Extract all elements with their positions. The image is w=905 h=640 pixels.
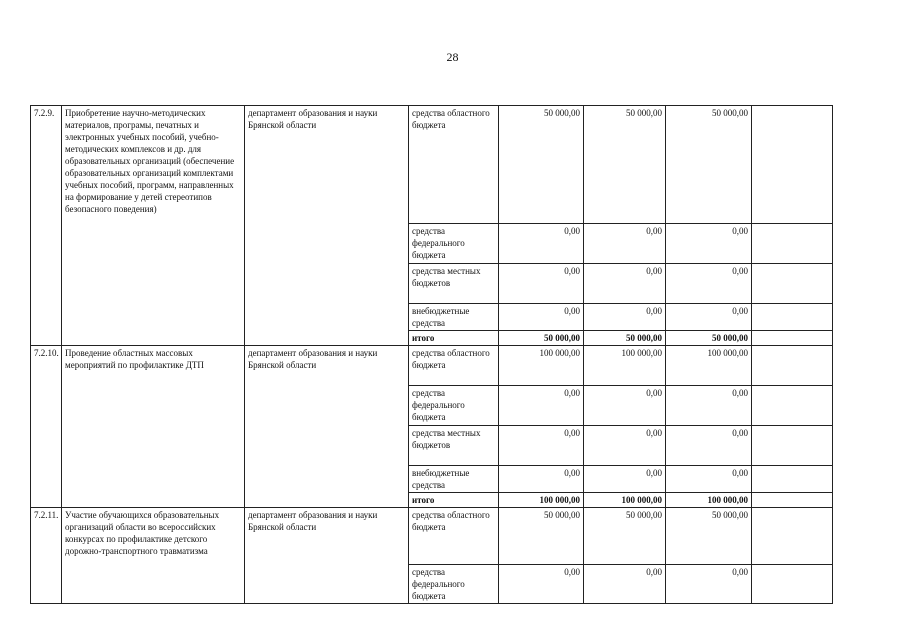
amount-year-1: 100 000,00 xyxy=(499,346,584,386)
funding-source: средства местных бюджетов xyxy=(409,426,499,466)
amount-year-1: 0,00 xyxy=(499,224,584,264)
item-code: 7.2.10. xyxy=(31,346,62,508)
amount-year-1: 0,00 xyxy=(499,386,584,426)
amount-year-3: 0,00 xyxy=(666,426,752,466)
item-code: 7.2.9. xyxy=(31,106,62,346)
empty-cell xyxy=(752,264,833,304)
amount-year-2: 0,00 xyxy=(584,224,666,264)
item-executor: департамент образования и науки Брянской области xyxy=(245,346,409,508)
amount-year-1: 50 000,00 xyxy=(499,508,584,565)
amount-year-3: 50 000,00 xyxy=(666,106,752,224)
empty-cell xyxy=(752,331,833,346)
amount-year-2: 0,00 xyxy=(584,386,666,426)
amount-year-1: 0,00 xyxy=(499,304,584,331)
amount-year-3: 0,00 xyxy=(666,224,752,264)
amount-year-3: 0,00 xyxy=(666,466,752,493)
funding-source: средства местных бюджетов xyxy=(409,264,499,304)
amount-year-1: 0,00 xyxy=(499,565,584,604)
amount-year-3: 100 000,00 xyxy=(666,346,752,386)
amount-year-3: 100 000,00 xyxy=(666,493,752,508)
funding-source: средства областного бюджета xyxy=(409,346,499,386)
funding-source: внебюджетные средства xyxy=(409,304,499,331)
item-executor: департамент образования и науки Брянской области xyxy=(245,106,409,346)
amount-year-2: 50 000,00 xyxy=(584,508,666,565)
amount-year-3: 0,00 xyxy=(666,386,752,426)
amount-year-1: 0,00 xyxy=(499,264,584,304)
amount-year-3: 0,00 xyxy=(666,304,752,331)
amount-year-1: 0,00 xyxy=(499,426,584,466)
amount-year-3: 0,00 xyxy=(666,264,752,304)
funding-row xyxy=(31,106,833,224)
amount-year-2: 0,00 xyxy=(584,304,666,331)
page-number: 28 xyxy=(446,50,459,64)
funding-source: средства областного бюджета xyxy=(409,508,499,565)
funding-source: средства федерального бюджета xyxy=(409,224,499,264)
item-title: Проведение областных массовых мероприятий по профилактике ДТП xyxy=(62,346,245,508)
funding-row xyxy=(31,346,833,386)
amount-year-1: 100 000,00 xyxy=(499,493,584,508)
amount-year-2: 100 000,00 xyxy=(584,346,666,386)
empty-cell xyxy=(752,493,833,508)
funding-source: средства областного бюджета xyxy=(409,106,499,224)
amount-year-2: 50 000,00 xyxy=(584,331,666,346)
empty-cell xyxy=(752,386,833,426)
funding-source: итого xyxy=(409,331,499,346)
empty-cell xyxy=(752,565,833,604)
amount-year-3: 50 000,00 xyxy=(666,331,752,346)
empty-cell xyxy=(752,106,833,224)
item-code: 7.2.11. xyxy=(31,508,62,604)
funding-source: средства федерального бюджета xyxy=(409,565,499,604)
amount-year-2: 100 000,00 xyxy=(584,493,666,508)
amount-year-2: 0,00 xyxy=(584,565,666,604)
amount-year-1: 50 000,00 xyxy=(499,106,584,224)
empty-cell xyxy=(752,304,833,331)
amount-year-2: 0,00 xyxy=(584,264,666,304)
item-title: Участие обучающихся образовательных организаций области во всероссийских конкурсах по профилактике детского дорожно-транспортного травматизма xyxy=(62,508,245,604)
item-title: Приобретение научно-методических материалов, програмы, печатных и электронных учебных пособий, учебно-методических комплексов и др. для образовательных организаций (обеспечение образовательных организаций комплектами учебных пособий, программ, направленных на формирование у детей стереотипов безопасного поведения) xyxy=(62,106,245,346)
funding-row xyxy=(31,508,833,565)
funding-source: средства федерального бюджета xyxy=(409,386,499,426)
funding-source: итого xyxy=(409,493,499,508)
amount-year-2: 0,00 xyxy=(584,466,666,493)
funding-table xyxy=(30,105,833,604)
amount-year-3: 50 000,00 xyxy=(666,508,752,565)
amount-year-2: 50 000,00 xyxy=(584,106,666,224)
table-body xyxy=(31,106,833,604)
empty-cell xyxy=(752,466,833,493)
empty-cell xyxy=(752,508,833,565)
amount-year-3: 0,00 xyxy=(666,565,752,604)
amount-year-1: 0,00 xyxy=(499,466,584,493)
empty-cell xyxy=(752,224,833,264)
amount-year-2: 0,00 xyxy=(584,426,666,466)
amount-year-1: 50 000,00 xyxy=(499,331,584,346)
item-executor: департамент образования и науки Брянской области xyxy=(245,508,409,604)
funding-source: внебюджетные средства xyxy=(409,466,499,493)
empty-cell xyxy=(752,426,833,466)
empty-cell xyxy=(752,346,833,386)
